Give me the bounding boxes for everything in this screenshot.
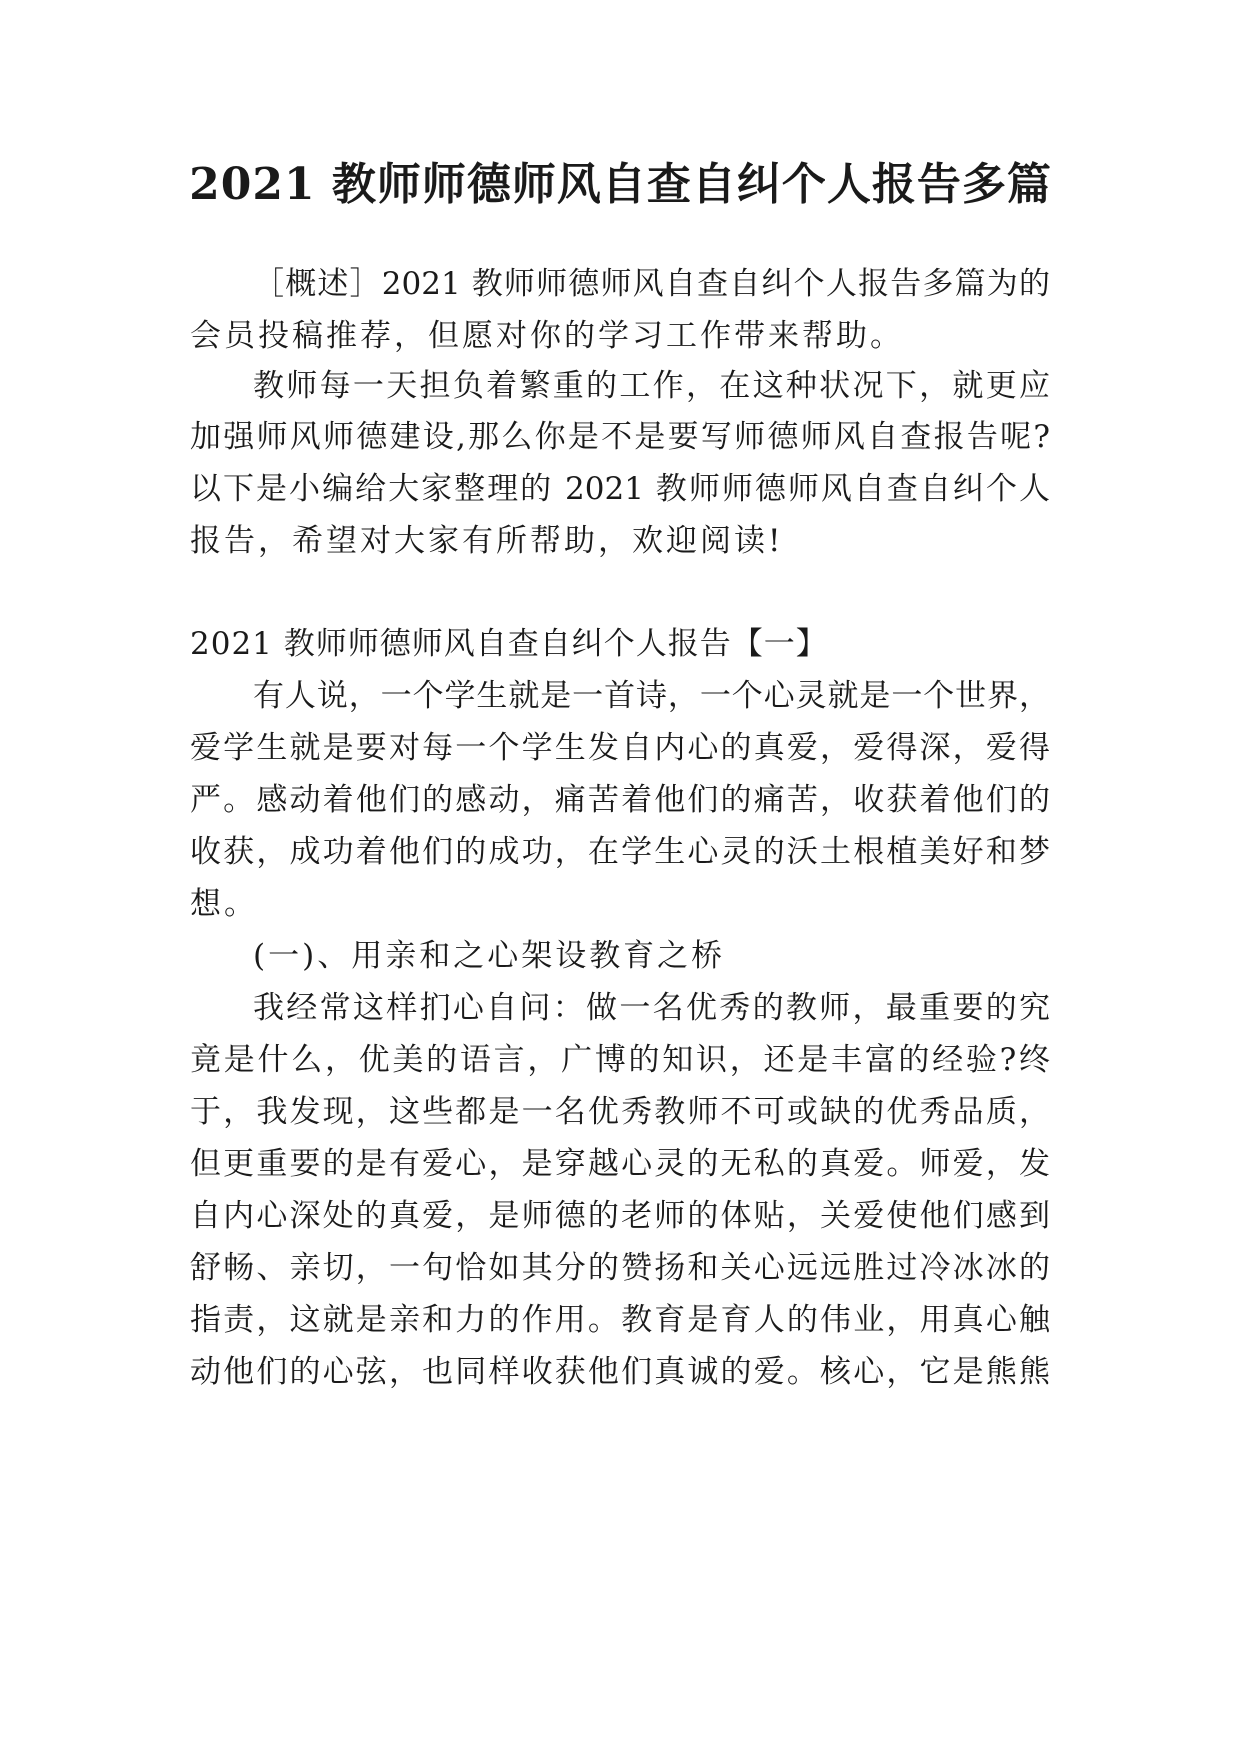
paragraph-line: 自内心深处的真爱，是师德的老师的体贴，关爱使他们感到 [190, 1198, 1050, 1234]
paragraph-line: 于，我发现，这些都是一名优秀教师不可或缺的优秀品质， [190, 1094, 1050, 1130]
paragraph-line: 动他们的心弦，也同样收获他们真诚的爱。核心，它是熊熊 [190, 1354, 1050, 1390]
paragraph-line: 想。 [190, 886, 258, 922]
paragraph-line: 教师每一天担负着繁重的工作，在这种状况下，就更应 [253, 368, 1050, 404]
paragraph-line: 有人说，一个学生就是一首诗，一个心灵就是一个世界， [253, 678, 1050, 714]
paragraph-line: 我经常这样扪心自问：做一名优秀的教师，最重要的究 [253, 990, 1050, 1026]
intro-line: ［概述］2021 教师师德师风自查自纠个人报告多篇为的 [253, 266, 1050, 302]
section-heading: 2021 教师师德师风自查自纠个人报告【一】 [190, 626, 828, 662]
paragraph-line: 以下是小编给大家整理的 2021 教师师德师风自查自纠个人 [190, 471, 1050, 507]
paragraph-line: 报告，希望对大家有所帮助，欢迎阅读! [190, 523, 784, 559]
paragraph-line: 指责，这就是亲和力的作用。教育是育人的伟业，用真心触 [190, 1302, 1050, 1338]
paragraph-line: 加强师风师德建设,那么你是不是要写师德师风自查报告呢? [190, 419, 1050, 455]
paragraph-line: 严。感动着他们的感动，痛苦着他们的痛苦，收获着他们的 [190, 782, 1050, 818]
paragraph-line: 收获，成功着他们的成功，在学生心灵的沃土根植美好和梦 [190, 834, 1050, 870]
paragraph-line: 舒畅、亲切，一句恰如其分的赞扬和关心远远胜过冷冰冰的 [190, 1250, 1050, 1286]
intro-line: 会员投稿推荐，但愿对你的学习工作带来帮助。 [190, 318, 904, 354]
subheading: (一)、用亲和之心架设教育之桥 [253, 938, 726, 974]
page-title: 2021 教师师德师风自查自纠个人报告多篇 [189, 159, 1052, 210]
paragraph-line: 爱学生就是要对每一个学生发自内心的真爱，爱得深，爱得 [190, 730, 1050, 766]
paragraph-line: 竟是什么，优美的语言，广博的知识，还是丰富的经验?终 [190, 1042, 1050, 1078]
paragraph-line: 但更重要的是有爱心，是穿越心灵的无私的真爱。师爱，发 [190, 1146, 1050, 1182]
